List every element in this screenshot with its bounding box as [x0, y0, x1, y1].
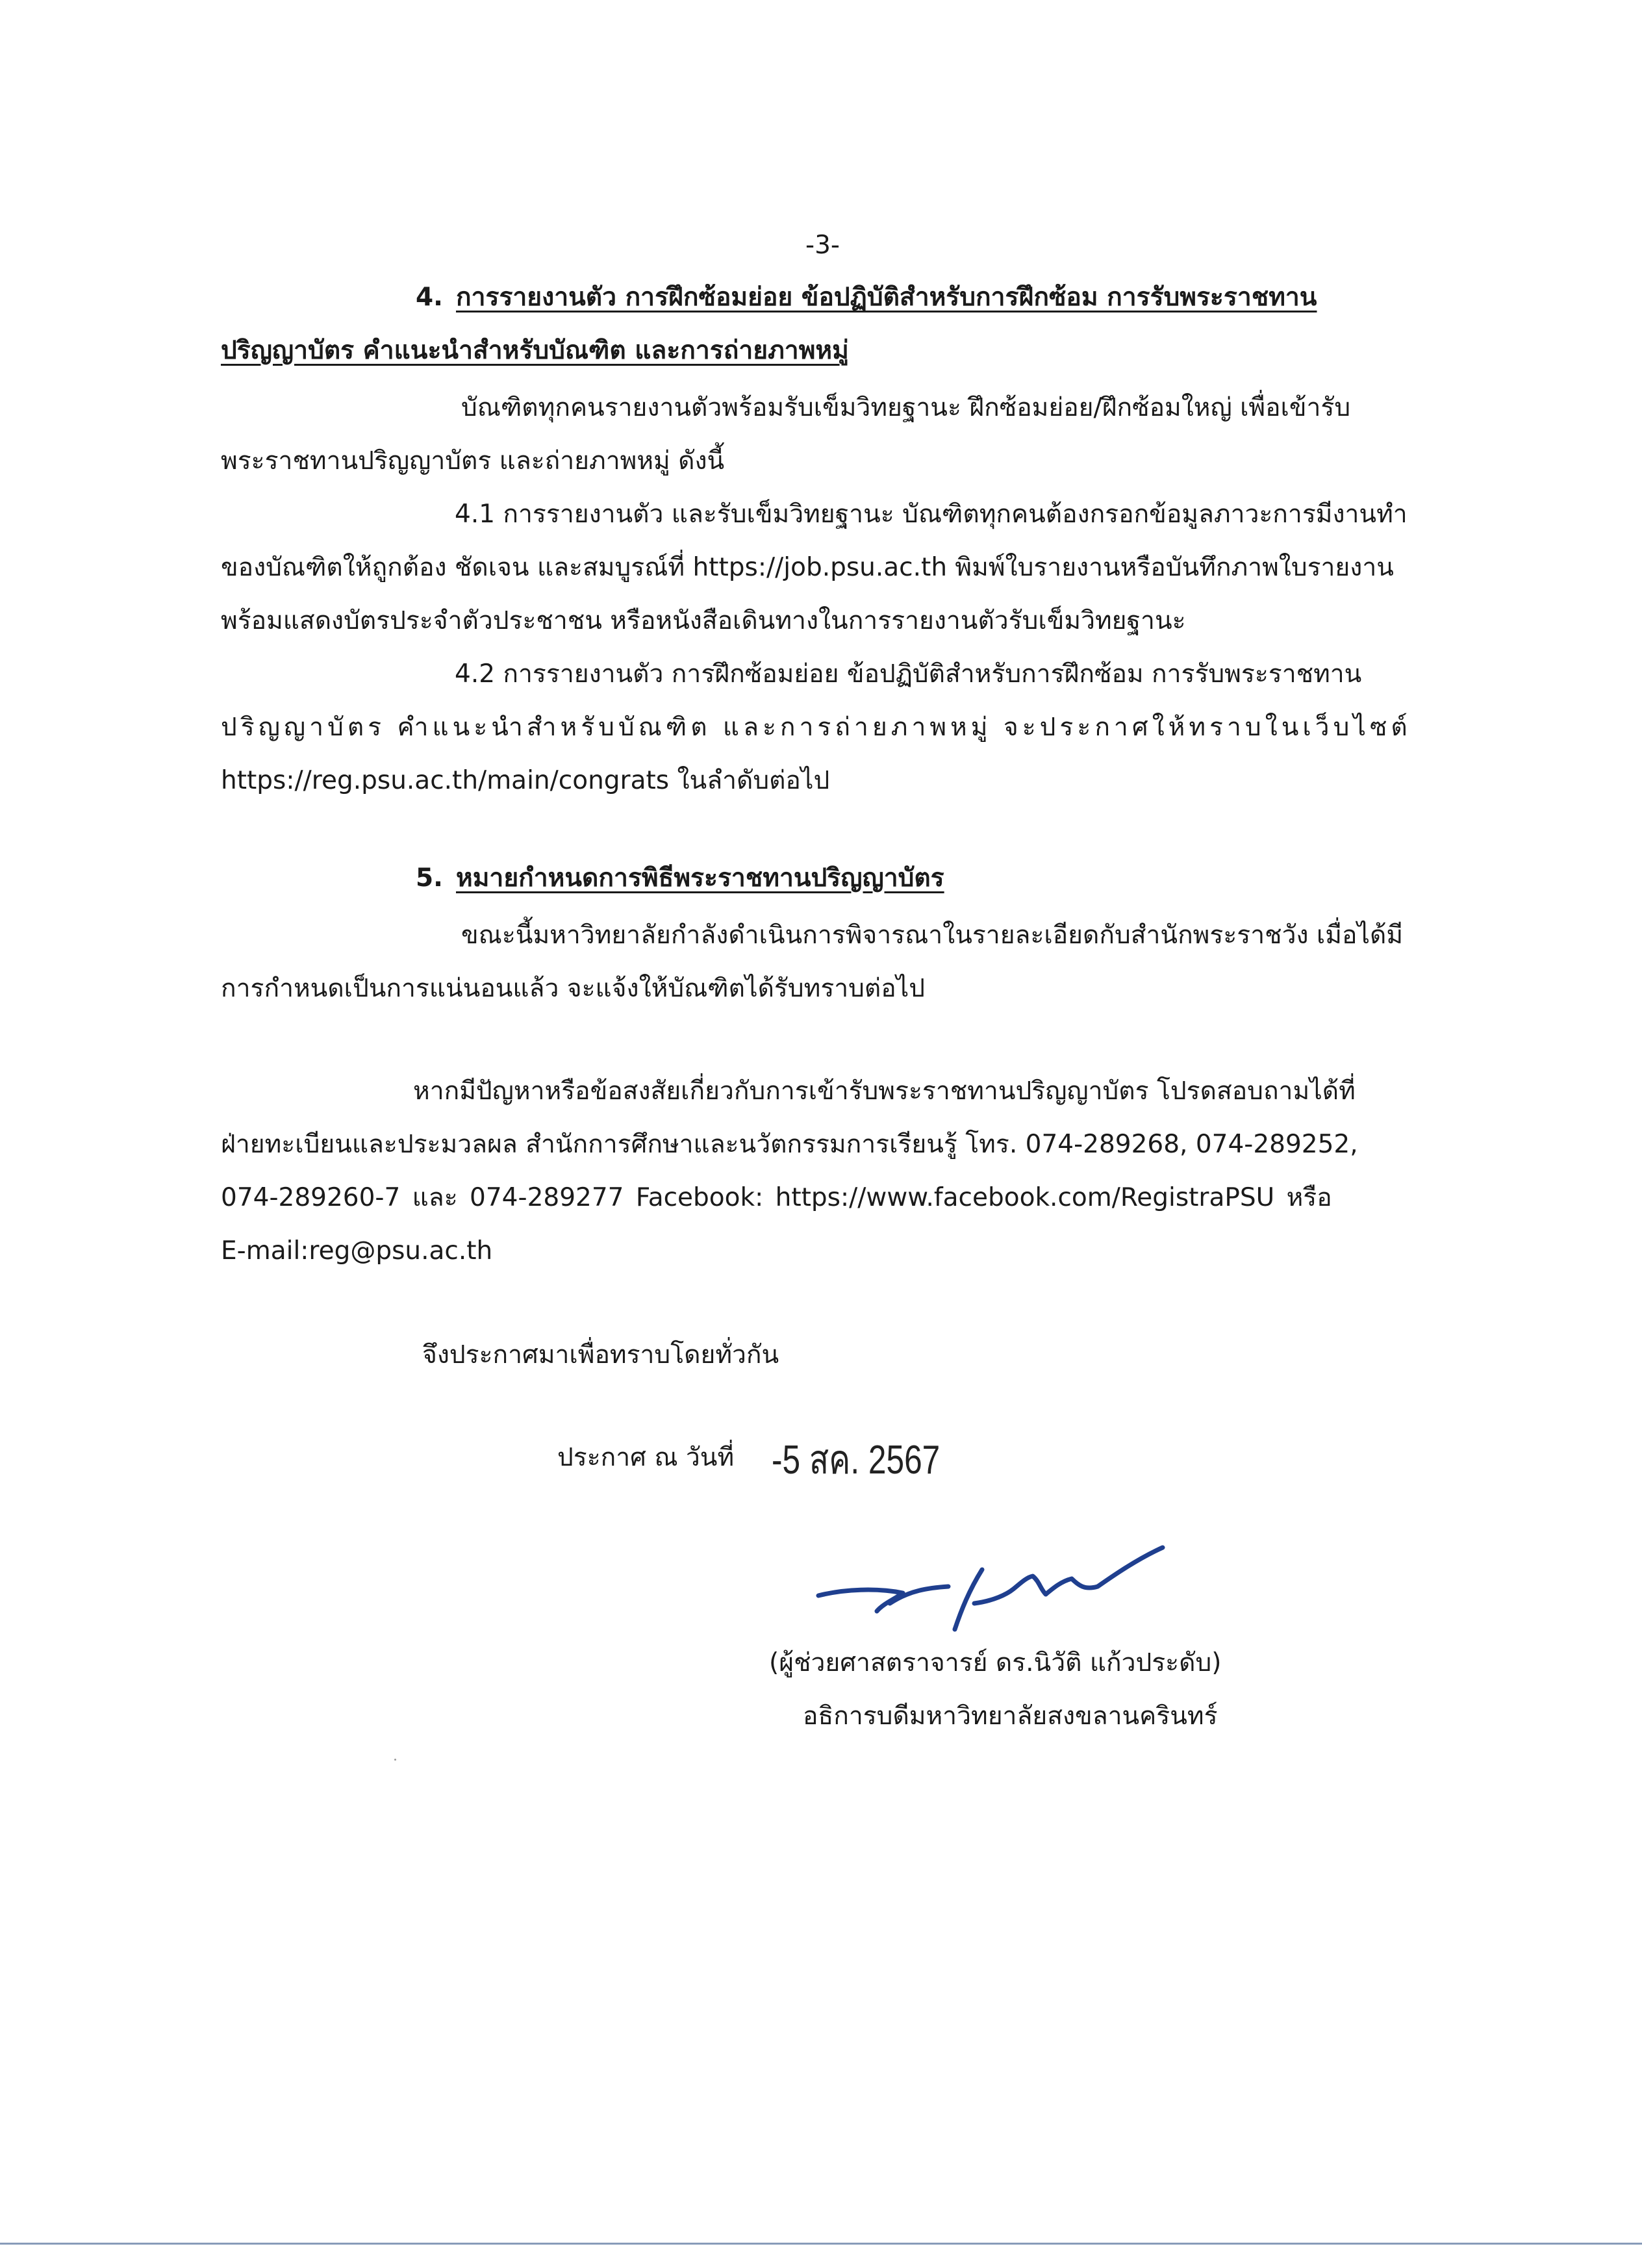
bottom-edge-line [0, 2243, 1642, 2245]
closing-statement: จึงประกาศมาเพื่อทราบโดยทั่วกัน [422, 1340, 779, 1370]
contact-line2: ฝ่ายทะเบียนและประมวลผล สำนักการศึกษาและนวัตกรรมการเรียนรู้ โทร. 074-289268, 074-289252, [221, 1130, 1358, 1159]
section4-number: 4. [416, 283, 443, 312]
signature-mark [799, 1538, 1215, 1636]
contact-line3: 074-289260-7 และ 074-289277 Facebook: https://www.facebook.com/RegistraPSU หรือ [221, 1183, 1332, 1212]
item-4-1-line2: ของบัณฑิตให้ถูกต้อง ชัดเจน และสมบูรณ์ที่ https://job.psu.ac.th พิมพ์ใบรายงานหรือบันทึกภาพใบรายงาน [221, 553, 1394, 582]
section5-body-line1: ขณะนี้มหาวิทยาลัยกำลังดำเนินการพิจารณาในรายละเอียดกับสำนักพระราชวัง เมื่อได้มี [461, 921, 1404, 950]
section4-heading-line2: ปริญญาบัตร คำแนะนำสำหรับบัณฑิต และการถ่ายภาพหมู่ [221, 336, 849, 365]
section5-number: 5. [416, 863, 443, 893]
signatory-name: (ผู้ช่วยศาสตราจารย์ ดร.นิวัติ แก้วประดับ) [769, 1648, 1222, 1677]
section4-heading-line1: การรายงานตัว การฝึกซ้อมย่อย ข้อปฏิบัติสำหรับการฝึกซ้อม การรับพระราชทาน [456, 283, 1317, 312]
contact-line1: หากมีปัญหาหรือข้อสงสัยเกี่ยวกับการเข้ารับพระราชทานปริญญาบัตร โปรดสอบถามได้ที่ [413, 1077, 1356, 1106]
page-number: -3- [805, 231, 840, 260]
item-4-2-line1: 4.2 การรายงานตัว การฝึกซ้อมย่อย ข้อปฏิบัติสำหรับการฝึกซ้อม การรับพระราชทาน [455, 659, 1362, 689]
announce-date-label: ประกาศ ณ วันที่ [557, 1443, 735, 1472]
scan-speck [394, 1759, 396, 1761]
contact-line4: E-mail:reg@psu.ac.th [221, 1236, 493, 1266]
section4-intro-line2: พระราชทานปริญญาบัตร และถ่ายภาพหมู่ ดังนี้ [221, 446, 725, 476]
signatory-title: อธิการบดีมหาวิทยาลัยสงขลานครินทร์ [803, 1701, 1218, 1731]
item-4-1-line3: พร้อมแสดงบัตรประจำตัวประชาชน หรือหนังสือเดินทางในการรายงานตัวรับเข็มวิทยฐานะ [221, 606, 1186, 635]
section5-body-line2: การกำหนดเป็นการแน่นอนแล้ว จะแจ้งให้บัณฑิตได้รับทราบต่อไป [221, 974, 926, 1003]
section5-heading: หมายกำหนดการพิธีพระราชทานปริญญาบัตร [456, 863, 944, 893]
section4-intro-line1: บัณฑิตทุกคนรายงานตัวพร้อมรับเข็มวิทยฐานะ ฝึกซ้อมย่อย/ฝึกซ้อมใหญ่ เพื่อเข้ารับ [461, 393, 1351, 422]
announce-date-value: -5 สค. 2567 [772, 1438, 941, 1483]
item-4-2-line3: https://reg.psu.ac.th/main/congrats ในลำดับต่อไป [221, 766, 830, 795]
item-4-1-line1: 4.1 การรายงานตัว และรับเข็มวิทยฐานะ บัณฑิตทุกคนต้องกรอกข้อมูลภาวะการมีงานทำ [455, 500, 1408, 529]
item-4-2-line2: ปริญญาบัตร คำแนะนำสำหรับบัณฑิต และการถ่ายภาพหมู่ จะประกาศให้ทราบในเว็บไซต์ [221, 713, 1411, 742]
